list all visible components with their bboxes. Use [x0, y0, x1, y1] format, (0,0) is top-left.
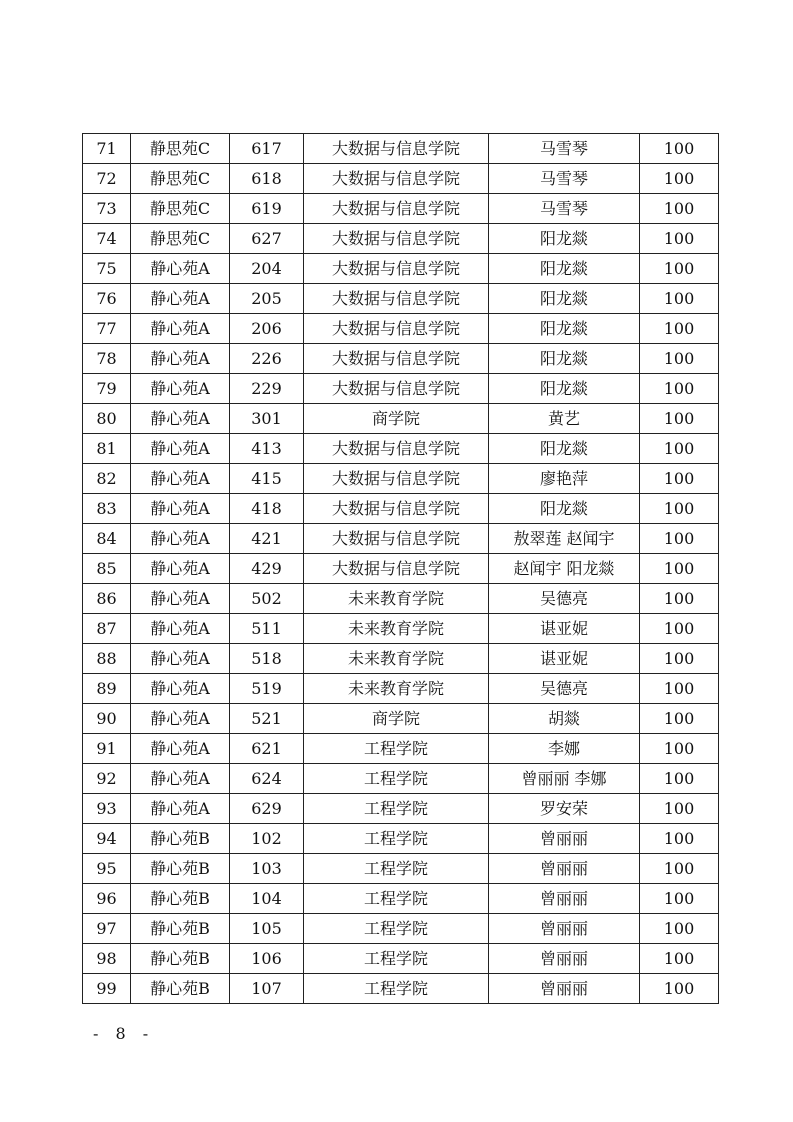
- college-cell: 商学院: [304, 404, 489, 434]
- staff-cell: 阳龙燚: [489, 344, 640, 374]
- room-number-cell: 624: [230, 764, 304, 794]
- room-number-cell: 617: [230, 134, 304, 164]
- college-cell: 大数据与信息学院: [304, 284, 489, 314]
- row-number-cell: 94: [83, 824, 131, 854]
- college-cell: 大数据与信息学院: [304, 224, 489, 254]
- building-cell: 静心苑B: [131, 914, 230, 944]
- room-number-cell: 205: [230, 284, 304, 314]
- college-cell: 工程学院: [304, 734, 489, 764]
- score-cell: 100: [640, 554, 719, 584]
- score-cell: 100: [640, 194, 719, 224]
- dormitory-score-table: [82, 133, 719, 1004]
- table-row: [83, 434, 719, 464]
- table-row: [83, 614, 719, 644]
- table-row: [83, 734, 719, 764]
- college-cell: 未来教育学院: [304, 584, 489, 614]
- building-cell: 静思苑C: [131, 224, 230, 254]
- score-cell: 100: [640, 674, 719, 704]
- table-row: [83, 674, 719, 704]
- staff-cell: 马雪琴: [489, 164, 640, 194]
- score-cell: 100: [640, 464, 719, 494]
- score-cell: 100: [640, 704, 719, 734]
- row-number-cell: 91: [83, 734, 131, 764]
- room-number-cell: 421: [230, 524, 304, 554]
- building-cell: 静心苑A: [131, 644, 230, 674]
- score-cell: 100: [640, 614, 719, 644]
- room-number-cell: 301: [230, 404, 304, 434]
- row-number-cell: 97: [83, 914, 131, 944]
- college-cell: 大数据与信息学院: [304, 554, 489, 584]
- building-cell: 静心苑B: [131, 944, 230, 974]
- table-body: [83, 134, 719, 1004]
- room-number-cell: 226: [230, 344, 304, 374]
- row-number-cell: 76: [83, 284, 131, 314]
- staff-cell: 吴德亮: [489, 674, 640, 704]
- table-row: [83, 494, 719, 524]
- table-row: [83, 314, 719, 344]
- score-cell: 100: [640, 944, 719, 974]
- row-number-cell: 85: [83, 554, 131, 584]
- row-number-cell: 99: [83, 974, 131, 1004]
- building-cell: 静心苑A: [131, 674, 230, 704]
- room-number-cell: 519: [230, 674, 304, 704]
- row-number-cell: 89: [83, 674, 131, 704]
- room-number-cell: 204: [230, 254, 304, 284]
- row-number-cell: 98: [83, 944, 131, 974]
- row-number-cell: 93: [83, 794, 131, 824]
- room-number-cell: 102: [230, 824, 304, 854]
- row-number-cell: 77: [83, 314, 131, 344]
- score-cell: 100: [640, 344, 719, 374]
- room-number-cell: 107: [230, 974, 304, 1004]
- table-row: [83, 464, 719, 494]
- score-cell: 100: [640, 824, 719, 854]
- staff-cell: 阳龙燚: [489, 284, 640, 314]
- building-cell: 静心苑A: [131, 494, 230, 524]
- score-cell: 100: [640, 284, 719, 314]
- building-cell: 静心苑B: [131, 974, 230, 1004]
- staff-cell: 阳龙燚: [489, 314, 640, 344]
- table-row: [83, 974, 719, 1004]
- room-number-cell: 105: [230, 914, 304, 944]
- room-number-cell: 103: [230, 854, 304, 884]
- college-cell: 未来教育学院: [304, 644, 489, 674]
- staff-cell: 吴德亮: [489, 584, 640, 614]
- college-cell: 商学院: [304, 704, 489, 734]
- score-cell: 100: [640, 314, 719, 344]
- college-cell: 大数据与信息学院: [304, 434, 489, 464]
- score-cell: 100: [640, 164, 719, 194]
- table-row: [83, 194, 719, 224]
- staff-cell: 曾丽丽 李娜: [489, 764, 640, 794]
- college-cell: 未来教育学院: [304, 614, 489, 644]
- staff-cell: 廖艳萍: [489, 464, 640, 494]
- row-number-cell: 78: [83, 344, 131, 374]
- score-cell: 100: [640, 914, 719, 944]
- staff-cell: 阳龙燚: [489, 374, 640, 404]
- row-number-cell: 71: [83, 134, 131, 164]
- table-row: [83, 344, 719, 374]
- row-number-cell: 90: [83, 704, 131, 734]
- row-number-cell: 74: [83, 224, 131, 254]
- staff-cell: 曾丽丽: [489, 944, 640, 974]
- score-cell: 100: [640, 584, 719, 614]
- room-number-cell: 418: [230, 494, 304, 524]
- table-row: [83, 374, 719, 404]
- staff-cell: 阳龙燚: [489, 254, 640, 284]
- building-cell: 静心苑B: [131, 884, 230, 914]
- room-number-cell: 518: [230, 644, 304, 674]
- room-number-cell: 229: [230, 374, 304, 404]
- staff-cell: 曾丽丽: [489, 974, 640, 1004]
- room-number-cell: 413: [230, 434, 304, 464]
- score-cell: 100: [640, 524, 719, 554]
- room-number-cell: 627: [230, 224, 304, 254]
- building-cell: 静心苑A: [131, 404, 230, 434]
- room-number-cell: 502: [230, 584, 304, 614]
- staff-cell: 谌亚妮: [489, 644, 640, 674]
- college-cell: 工程学院: [304, 794, 489, 824]
- room-number-cell: 619: [230, 194, 304, 224]
- staff-cell: 胡燚: [489, 704, 640, 734]
- staff-cell: 阳龙燚: [489, 224, 640, 254]
- table-row: [83, 944, 719, 974]
- college-cell: 大数据与信息学院: [304, 254, 489, 284]
- building-cell: 静心苑A: [131, 524, 230, 554]
- room-number-cell: 618: [230, 164, 304, 194]
- building-cell: 静心苑A: [131, 314, 230, 344]
- table-row: [83, 914, 719, 944]
- college-cell: 大数据与信息学院: [304, 374, 489, 404]
- score-cell: 100: [640, 494, 719, 524]
- staff-cell: 马雪琴: [489, 194, 640, 224]
- table-row: [83, 134, 719, 164]
- room-number-cell: 415: [230, 464, 304, 494]
- building-cell: 静思苑C: [131, 164, 230, 194]
- table-row: [83, 824, 719, 854]
- building-cell: 静思苑C: [131, 194, 230, 224]
- table-row: [83, 854, 719, 884]
- college-cell: 工程学院: [304, 854, 489, 884]
- building-cell: 静心苑A: [131, 344, 230, 374]
- row-number-cell: 84: [83, 524, 131, 554]
- table-row: [83, 164, 719, 194]
- college-cell: 大数据与信息学院: [304, 344, 489, 374]
- building-cell: 静心苑A: [131, 554, 230, 584]
- staff-cell: 敖翠莲 赵闻宇: [489, 524, 640, 554]
- staff-cell: 李娜: [489, 734, 640, 764]
- staff-cell: 马雪琴: [489, 134, 640, 164]
- building-cell: 静心苑B: [131, 824, 230, 854]
- room-number-cell: 104: [230, 884, 304, 914]
- college-cell: 大数据与信息学院: [304, 164, 489, 194]
- college-cell: 大数据与信息学院: [304, 494, 489, 524]
- staff-cell: 曾丽丽: [489, 884, 640, 914]
- score-cell: 100: [640, 134, 719, 164]
- row-number-cell: 75: [83, 254, 131, 284]
- college-cell: 工程学院: [304, 914, 489, 944]
- table-row: [83, 404, 719, 434]
- building-cell: 静心苑B: [131, 854, 230, 884]
- staff-cell: 阳龙燚: [489, 494, 640, 524]
- score-cell: 100: [640, 404, 719, 434]
- table-row: [83, 254, 719, 284]
- score-cell: 100: [640, 644, 719, 674]
- row-number-cell: 96: [83, 884, 131, 914]
- college-cell: 大数据与信息学院: [304, 194, 489, 224]
- building-cell: 静心苑A: [131, 734, 230, 764]
- staff-cell: 阳龙燚: [489, 434, 640, 464]
- staff-cell: 谌亚妮: [489, 614, 640, 644]
- building-cell: 静心苑A: [131, 584, 230, 614]
- room-number-cell: 206: [230, 314, 304, 344]
- building-cell: 静心苑A: [131, 254, 230, 284]
- row-number-cell: 83: [83, 494, 131, 524]
- building-cell: 静思苑C: [131, 134, 230, 164]
- table-row: [83, 704, 719, 734]
- score-cell: 100: [640, 854, 719, 884]
- row-number-cell: 79: [83, 374, 131, 404]
- building-cell: 静心苑A: [131, 464, 230, 494]
- building-cell: 静心苑A: [131, 794, 230, 824]
- score-cell: 100: [640, 434, 719, 464]
- table-row: [83, 554, 719, 584]
- college-cell: 工程学院: [304, 944, 489, 974]
- page-number: - 8 -: [93, 1024, 155, 1043]
- score-cell: 100: [640, 734, 719, 764]
- college-cell: 大数据与信息学院: [304, 314, 489, 344]
- building-cell: 静心苑A: [131, 704, 230, 734]
- table-row: [83, 224, 719, 254]
- room-number-cell: 429: [230, 554, 304, 584]
- table-row: [83, 644, 719, 674]
- building-cell: 静心苑A: [131, 434, 230, 464]
- college-cell: 工程学院: [304, 824, 489, 854]
- table-row: [83, 584, 719, 614]
- score-cell: 100: [640, 374, 719, 404]
- building-cell: 静心苑A: [131, 374, 230, 404]
- score-cell: 100: [640, 764, 719, 794]
- room-number-cell: 511: [230, 614, 304, 644]
- row-number-cell: 92: [83, 764, 131, 794]
- college-cell: 未来教育学院: [304, 674, 489, 704]
- table-row: [83, 884, 719, 914]
- college-cell: 工程学院: [304, 764, 489, 794]
- staff-cell: 曾丽丽: [489, 854, 640, 884]
- college-cell: 大数据与信息学院: [304, 134, 489, 164]
- table-row: [83, 284, 719, 314]
- staff-cell: 赵闻宇 阳龙燚: [489, 554, 640, 584]
- row-number-cell: 81: [83, 434, 131, 464]
- staff-cell: 黄艺: [489, 404, 640, 434]
- college-cell: 大数据与信息学院: [304, 464, 489, 494]
- score-cell: 100: [640, 884, 719, 914]
- building-cell: 静心苑A: [131, 764, 230, 794]
- college-cell: 工程学院: [304, 884, 489, 914]
- room-number-cell: 106: [230, 944, 304, 974]
- staff-cell: 罗安荣: [489, 794, 640, 824]
- table-row: [83, 794, 719, 824]
- staff-cell: 曾丽丽: [489, 914, 640, 944]
- row-number-cell: 86: [83, 584, 131, 614]
- room-number-cell: 621: [230, 734, 304, 764]
- room-number-cell: 629: [230, 794, 304, 824]
- row-number-cell: 95: [83, 854, 131, 884]
- score-cell: 100: [640, 254, 719, 284]
- college-cell: 工程学院: [304, 974, 489, 1004]
- row-number-cell: 88: [83, 644, 131, 674]
- score-cell: 100: [640, 974, 719, 1004]
- room-number-cell: 521: [230, 704, 304, 734]
- building-cell: 静心苑A: [131, 284, 230, 314]
- score-cell: 100: [640, 224, 719, 254]
- row-number-cell: 73: [83, 194, 131, 224]
- row-number-cell: 72: [83, 164, 131, 194]
- staff-cell: 曾丽丽: [489, 824, 640, 854]
- score-cell: 100: [640, 794, 719, 824]
- table-row: [83, 524, 719, 554]
- college-cell: 大数据与信息学院: [304, 524, 489, 554]
- table-row: [83, 764, 719, 794]
- row-number-cell: 87: [83, 614, 131, 644]
- row-number-cell: 82: [83, 464, 131, 494]
- row-number-cell: 80: [83, 404, 131, 434]
- building-cell: 静心苑A: [131, 614, 230, 644]
